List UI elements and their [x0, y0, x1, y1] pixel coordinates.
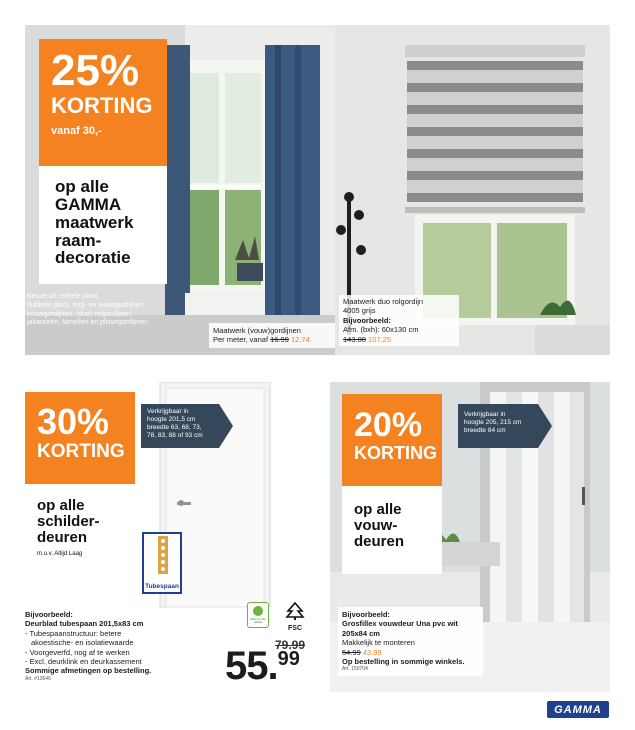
example-label: Bijvoorbeeld: — [25, 610, 73, 619]
leaf-icon — [249, 605, 267, 617]
bullet: akoestische- en isolatiewaarde — [31, 638, 134, 648]
new-price: 43.99 — [362, 647, 382, 657]
price-block — [225, 644, 300, 689]
panel-schilderdeuren — [25, 382, 320, 692]
bullet: - Tubespaanstructuur: betere — [25, 628, 122, 638]
price-prefix: Per meter, vanaf — [213, 335, 269, 345]
headline-box — [25, 484, 135, 574]
logo-text: GAMMA — [554, 703, 602, 716]
headline-line: schilder- — [37, 512, 100, 530]
order-note: Op bestelling in sommige winkels. — [342, 656, 465, 666]
discount-label: KORTING — [37, 441, 125, 462]
headline-line: raam- — [55, 230, 102, 250]
new-price: 12.74 — [291, 335, 310, 345]
example-label: Bijvoorbeeld: — [343, 315, 391, 325]
headline-line: GAMMA — [55, 194, 122, 214]
headline-line: deuren — [37, 528, 88, 546]
product-size: 205x84 cm — [342, 628, 380, 638]
product-title: Maatwerk (vouw)gordijnen — [213, 326, 301, 335]
product-title: Grosfillex vouwdeur Una pvc wit — [342, 619, 458, 629]
availability-tag: Verkrijgbaar in hoogte 205, 215 cm breedte 84 cm — [458, 404, 538, 448]
fsc-logo: FSC — [283, 602, 307, 630]
discount-percent: 20% — [354, 406, 423, 444]
fsc-tree-icon — [283, 602, 307, 620]
product-caption — [209, 323, 335, 348]
product-details — [25, 610, 195, 682]
inset-label: Tubespaan — [145, 583, 179, 590]
discount-label: KORTING — [354, 443, 437, 463]
discount-badge — [39, 39, 167, 171]
headline-line: decoratie — [55, 248, 131, 268]
headline-line: op alle — [55, 177, 109, 196]
old-price: 16.99 — [270, 335, 289, 345]
bullet: - Voorgeverfd, nog af te werken — [25, 647, 130, 657]
product-caption — [339, 295, 459, 346]
discount-percent: 25% — [51, 46, 140, 95]
headline-line: deuren — [354, 532, 405, 550]
product-details — [338, 607, 483, 676]
old-price: 54.99 — [342, 647, 361, 657]
product-size: Afm. (bxh): 60x130 cm — [343, 325, 419, 335]
old-price: 143.00 — [343, 334, 366, 344]
bullet: - Excl. deurklink en deurkassement — [25, 656, 142, 666]
store-only-badge: Alleen in de winkel — [247, 602, 269, 628]
panel-maatwerk-gordijnen — [25, 25, 335, 355]
price-main: 55. — [225, 644, 278, 688]
new-price: 107.25 — [368, 334, 391, 344]
tubespaan-structure-icon — [144, 534, 180, 574]
order-note: Sommige afmetingen op bestelling. — [25, 666, 152, 676]
from-price: vanaf 30,- — [51, 125, 102, 137]
gamma-logo — [547, 701, 609, 718]
product-title: Maatwerk duo rolgordijn — [343, 297, 424, 306]
discount-label: KORTING — [51, 93, 153, 118]
old-price: 79.99 — [275, 638, 306, 652]
availability-tag: Verkrijgbaar in hoogte 201,5 cm breedte 63, 68, 73, 78, 83, 88 of 93 cm — [141, 404, 219, 448]
price-cents: 99 — [277, 648, 300, 670]
headline-line: vouw- — [354, 516, 398, 534]
article-number: Art. 150704 — [342, 666, 368, 673]
example-label: Bijvoorbeeld: — [342, 610, 390, 619]
tubespaan-inset — [142, 532, 182, 594]
panel-duo-rolgordijn — [335, 25, 610, 355]
headline-line: op alle — [37, 497, 85, 514]
article-number: Art. #13646 — [25, 675, 51, 682]
headline-box — [342, 486, 442, 574]
discount-percent: 30% — [37, 401, 110, 442]
product-color: 4005 grijs — [343, 306, 376, 316]
panel-vouwdeuren — [330, 382, 610, 692]
discount-badge — [342, 394, 442, 486]
headline-line: op alle — [354, 501, 402, 518]
product-feature: Makkelijk te monteren — [342, 638, 415, 648]
headline-box — [39, 166, 167, 284]
product-title: Deurblad tubespaan 201,5x83 cm — [25, 619, 144, 629]
headline-line: maatwerk — [55, 212, 134, 232]
discount-badge — [25, 392, 135, 484]
exception-note: m.u.v. Altijd Laag — [37, 551, 83, 558]
assortment-note: Keuze uit: enkele plooi, dubbele plooi, ring- en wavegordijnen, vouwgordijnen, (duo) rolgordijnen, jaloezieën, lamellen en plissegordijnen — [27, 293, 147, 327]
